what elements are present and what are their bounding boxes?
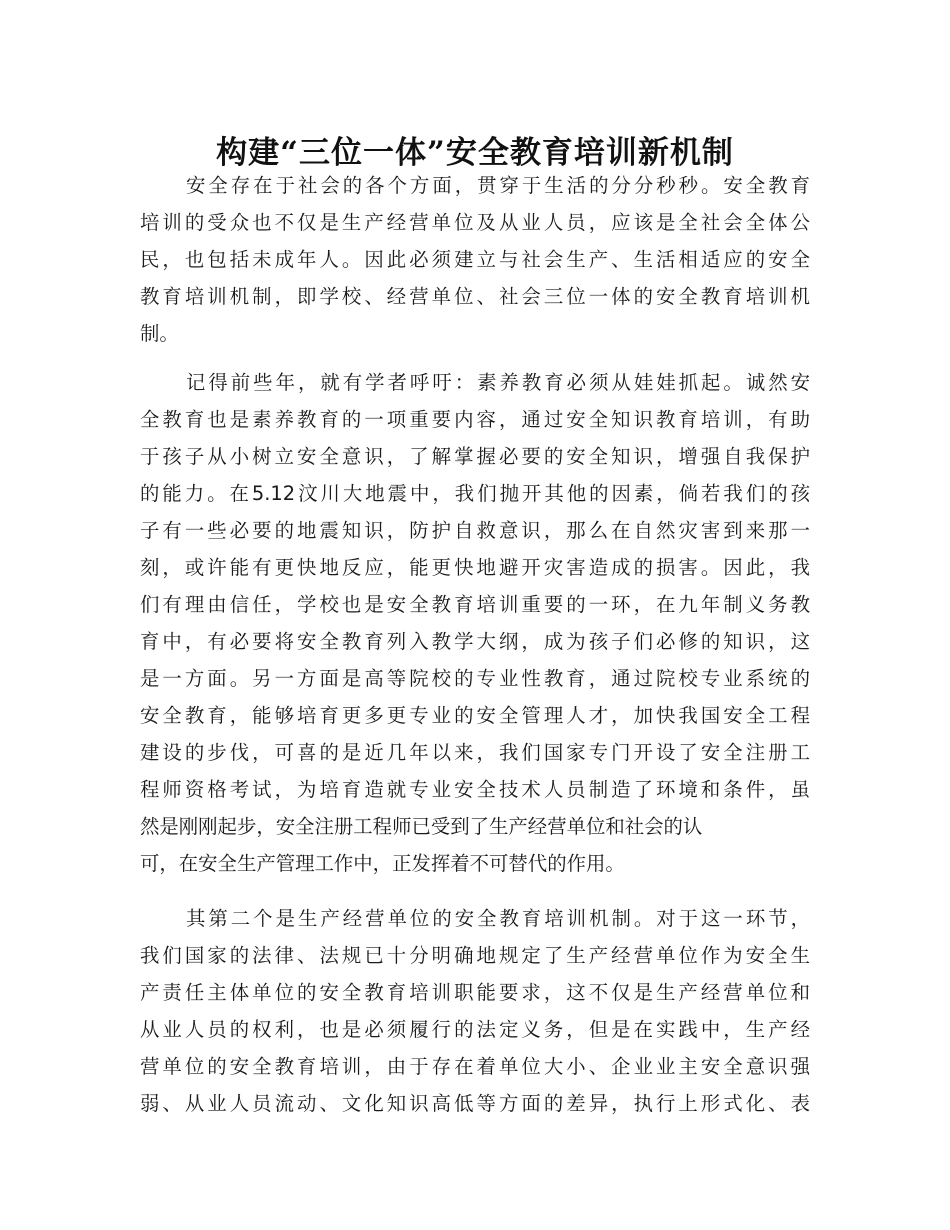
paragraph-line: 民，也包括未成年人。因此必须建立与社会生产、生活相适应的安全 [140, 248, 810, 271]
paragraph-line: 安全存在于社会的各个方面，贯穿于生活的分分秒秒。安全教育 [186, 174, 810, 197]
paragraph-line: 可，在安全生产管理工作中，正发挥着不可替代的作用。 [140, 852, 625, 875]
paragraph-line: 子有一些必要的地震知识，防护自救意识，那么在自然灾害到来那一 [140, 519, 810, 542]
paragraph-line: 其第二个是生产经营单位的安全教育培训机制。对于这一环节， [186, 907, 810, 930]
paragraph-2 [140, 364, 810, 882]
paragraph-line: 于孩子从小树立安全意识，了解掌握必要的安全知识，增强自我保护 [140, 445, 810, 468]
paragraph-line: 制。 [140, 322, 179, 345]
paragraph-line: 记得前些年，就有学者呼吁：素养教育必须从娃娃抓起。诚然安 [186, 371, 810, 394]
paragraph-line: 是一方面。另一方面是高等院校的专业性教育，通过院校专业系统的 [140, 667, 810, 690]
paragraph-line: 然是刚刚起步，安全注册工程师已受到了生产经营单位和社会的认 [140, 815, 703, 838]
paragraph-line: 弱、从业人员流动、文化知识高低等方面的差异，执行上形式化、表 [140, 1092, 810, 1115]
paragraph-line: 建设的步伐，可喜的是近几年以来，我们国家专门开设了安全注册工 [140, 741, 810, 764]
paragraph-line: 程师资格考试，为培育造就专业安全技术人员制造了环境和条件，虽 [140, 778, 810, 801]
paragraph-1 [140, 167, 810, 352]
paragraph-line: 安全教育，能够培育更多更专业的安全管理人才，加快我国安全工程 [140, 704, 810, 727]
paragraph-line: 教育培训机制，即学校、经营单位、社会三位一体的安全教育培训机 [140, 285, 810, 308]
paragraph-3 [140, 900, 810, 1122]
paragraph-line: 从业人员的权利，也是必须履行的法定义务，但是在实践中，生产经 [140, 1018, 810, 1041]
paragraph-line: 育中，有必要将安全教育列入教学大纲，成为孩子们必修的知识，这 [140, 630, 810, 653]
paragraph-line: 们有理由信任，学校也是安全教育培训重要的一环，在九年制义务教 [140, 593, 810, 616]
paragraph-line: 营单位的安全教育培训，由于存在着单位大小、企业业主安全意识强 [140, 1055, 810, 1078]
paragraph-line: 刻，或许能有更快地反应，能更快地避开灾害造成的损害。因此，我 [140, 556, 810, 579]
paragraph-line: 全教育也是素养教育的一项重要内容，通过安全知识教育培训，有助 [140, 408, 810, 431]
paragraph-line: 我们国家的法律、法规已十分明确地规定了生产经营单位作为安全生 [140, 944, 810, 967]
paragraph-line: 的能力。在5.12汶川大地震中，我们抛开其他的因素，倘若我们的孩 [140, 482, 810, 505]
paragraph-line: 培训的受众也不仅是生产经营单位及从业人员，应该是全社会全体公 [140, 211, 810, 234]
paragraph-line: 产责任主体单位的安全教育培训职能要求，这不仅是生产经营单位和 [140, 981, 810, 1004]
document-title: 构建“三位一体”安全教育培训新机制 [216, 134, 734, 171]
